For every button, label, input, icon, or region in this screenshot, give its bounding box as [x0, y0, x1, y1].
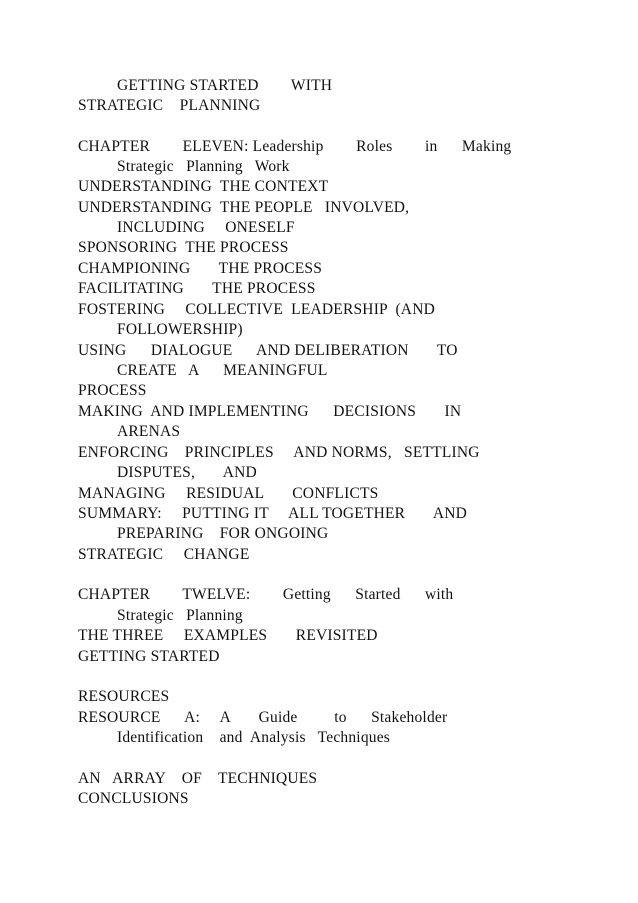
toc-line: PREPARING FOR ONGOING	[117, 525, 329, 542]
toc-line: INCLUDING ONESELF	[117, 219, 295, 236]
toc-line: DISPUTES, AND	[117, 464, 257, 481]
toc-line: CHAMPIONING THE PROCESS	[78, 260, 323, 277]
toc-line: UNDERSTANDING THE CONTEXT	[78, 178, 329, 195]
toc-line: FOSTERING COLLECTIVE LEADERSHIP (AND	[78, 301, 435, 318]
toc-line: FOLLOWERSHIP)	[117, 321, 243, 338]
toc-line: ENFORCING PRINCIPLES AND NORMS, SETTLING	[78, 444, 480, 461]
toc-line: CREATE A MEANINGFUL	[117, 362, 328, 379]
chapter-heading: CHAPTER TWELVE: Getting Started with	[78, 586, 454, 603]
toc-line: Identification and Analysis Techniques	[117, 729, 391, 746]
section-heading: RESOURCES	[78, 688, 170, 705]
toc-line: STRATEGIC PLANNING	[78, 97, 261, 114]
toc-line: SPONSORING THE PROCESS	[78, 239, 289, 256]
toc-line: MAKING AND IMPLEMENTING DECISIONS IN	[78, 403, 462, 420]
toc-line: MANAGING RESIDUAL CONFLICTS	[78, 485, 379, 502]
toc-line: Strategic Planning	[117, 607, 243, 624]
toc-line: GETTING STARTED	[78, 648, 220, 665]
toc-line: PROCESS	[78, 382, 147, 399]
toc-line: STRATEGIC CHANGE	[78, 546, 250, 563]
toc-line: Strategic Planning Work	[117, 158, 290, 175]
toc-line: RESOURCE A: A Guide to Stakeholder	[78, 709, 448, 726]
toc-line: GETTING STARTED WITH	[117, 77, 333, 94]
toc-line: CONCLUSIONS	[78, 790, 189, 807]
toc-line: FACILITATING THE PROCESS	[78, 280, 316, 297]
toc-line: SUMMARY: PUTTING IT ALL TOGETHER AND	[78, 505, 468, 522]
chapter-heading: CHAPTER ELEVEN: Leadership Roles in Making	[78, 138, 512, 155]
toc-line: ARENAS	[117, 423, 181, 440]
toc-line: USING DIALOGUE AND DELIBERATION TO	[78, 342, 458, 359]
toc-line: AN ARRAY OF TECHNIQUES	[78, 770, 318, 787]
toc-line: THE THREE EXAMPLES REVISITED	[78, 627, 378, 644]
toc-line: UNDERSTANDING THE PEOPLE INVOLVED,	[78, 199, 410, 216]
